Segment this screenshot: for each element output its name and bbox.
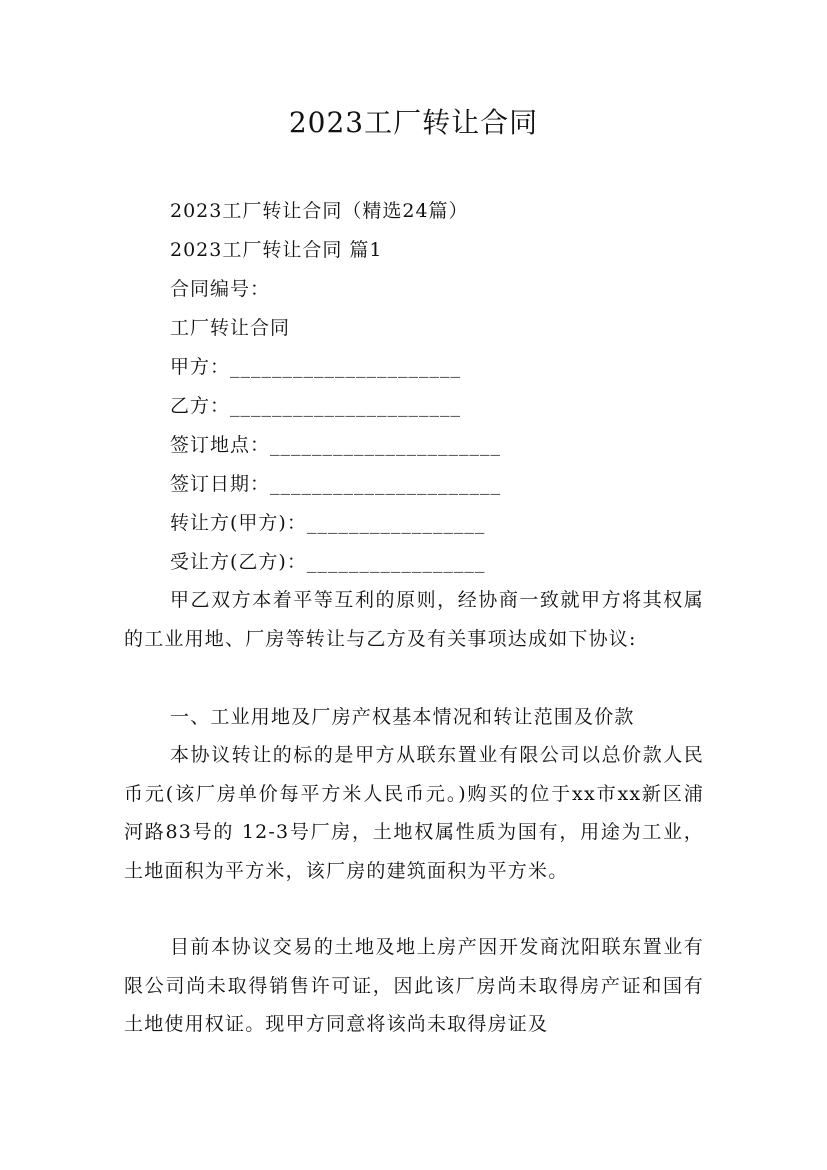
article-heading: 2023工厂转让合同 篇1 xyxy=(170,239,383,261)
paragraph-status: 目前本协议交易的土地及地上房产因开发商沈阳联东置业有限公司尚未取得销售许可证，因此该厂房尚未取得房产证和国有土地使用权证。现甲方同意将该尚未取得房证及 xyxy=(124,936,704,1036)
section-heading: 一、工业用地及厂房产权基本情况和转让范围及价款 xyxy=(170,706,635,728)
paragraph-subject: 本协议转让的标的是甲方从联东置业有限公司以总价款人民币元(该厂房单价每平方米人民币元。)购买的位于xx市xx新区浦河路83号的 12-3号厂房，土地权属性质为国有，用途为工业，土地面积为平方米，该厂房的建筑面积为平方米。 xyxy=(124,744,704,882)
signing-date-field: 签订日期：______________________ xyxy=(170,473,502,495)
paragraph-intro: 甲乙双方本着平等互利的原则，经协商一致就甲方将其权属的工业用地、厂房等转让与乙方及有关事项达成如下协议: xyxy=(124,589,704,650)
party-b-field: 乙方：______________________ xyxy=(170,395,462,417)
document-subtitle: 2023工厂转让合同（精选24篇） xyxy=(170,200,469,222)
party-a-field: 甲方：______________________ xyxy=(170,356,462,378)
contract-name: 工厂转让合同 xyxy=(170,317,291,339)
transferee-field: 受让方(乙方)：_________________ xyxy=(170,551,486,573)
document-title: 2023工厂转让合同 xyxy=(288,106,539,139)
signing-place-field: 签订地点：______________________ xyxy=(170,434,502,456)
transferor-field: 转让方(甲方)：_________________ xyxy=(170,512,486,534)
contract-number-label: 合同编号： xyxy=(170,278,271,300)
